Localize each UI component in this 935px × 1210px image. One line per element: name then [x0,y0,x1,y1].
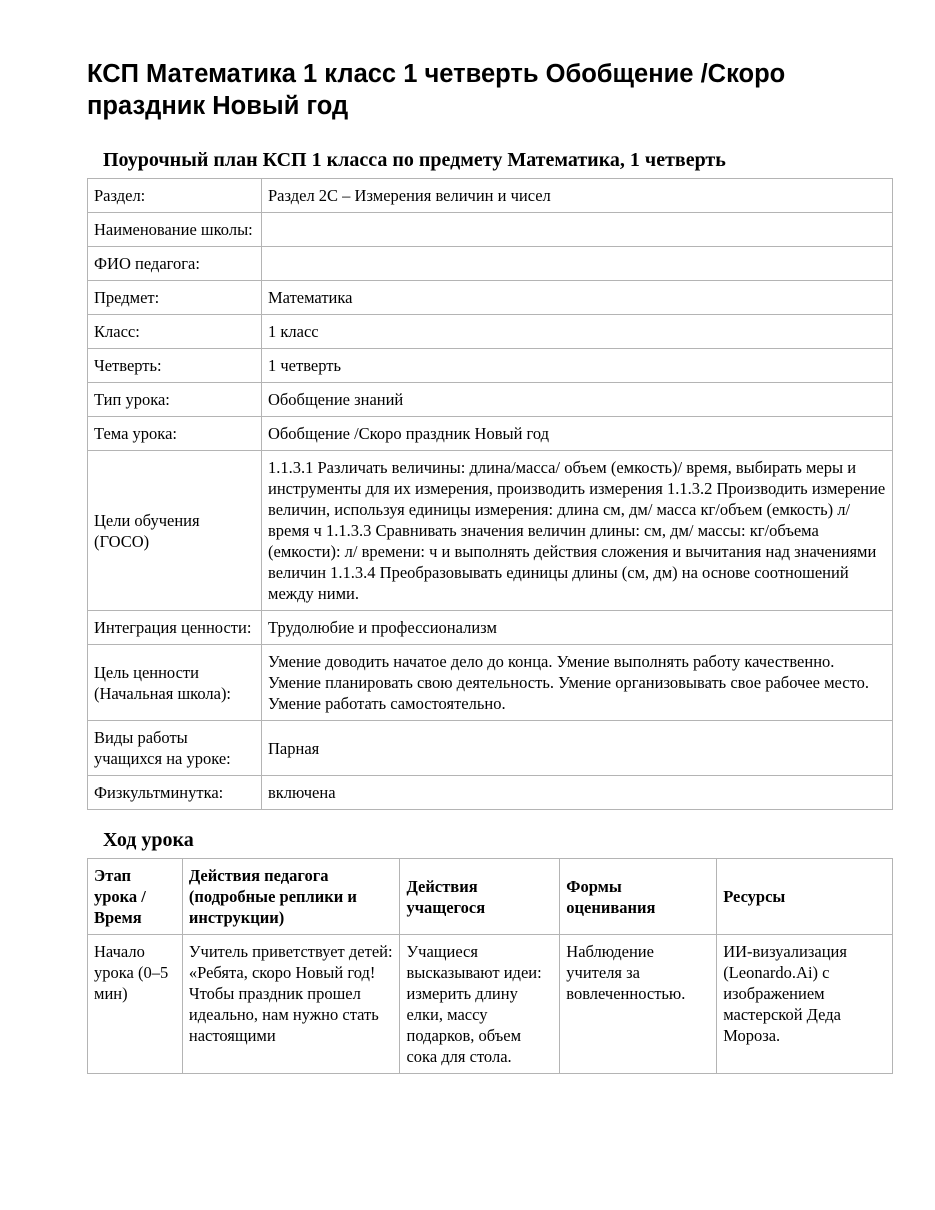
info-label: Класс: [88,315,262,349]
info-label: Четверть: [88,349,262,383]
col-header-student-actions: Действия учащегося [400,859,560,935]
info-value: Обобщение /Скоро праздник Новый год [262,417,893,451]
document-title: КСП Математика 1 класс 1 четверть Обобщение /Скоро праздник Новый год [87,60,786,120]
cell-assessment: Наблюдение учителя за вовлеченностью. [560,935,717,1074]
col-header-teacher-actions: Действия педагога (подробные реплики и инструкции) [182,859,400,935]
info-value: Трудолюбие и профессионализм [262,611,893,645]
info-label: Виды работы учащихся на уроке: [88,721,262,776]
info-value [262,213,893,247]
info-row [88,349,893,383]
info-label: Тип урока: [88,383,262,417]
info-row [88,281,893,315]
cell-student-actions: Учащиеся высказывают идеи: измерить длину елки, массу подарков, объем сока для стола. [400,935,560,1074]
info-label: Предмет: [88,281,262,315]
lesson-progress-heading: Ход урока [103,829,194,851]
info-row [88,417,893,451]
lesson-plan-table [87,858,893,1074]
info-value: Обобщение знаний [262,383,893,417]
cell-teacher-actions: Учитель приветствует детей: «Ребята, скоро Новый год! Чтобы праздник прошел идеально, нам нужно стать настоящими [182,935,400,1074]
info-label: Цель ценности (Начальная школа): [88,645,262,721]
col-header-stage: Этап урока / Время [88,859,183,935]
info-label: Раздел: [88,179,262,213]
info-row [88,179,893,213]
info-value: Умение доводить начатое дело до конца. Умение выполнять работу качественно. Умение планировать свою деятельность. Умение организовывать свое рабочее место. Умение работать самостоятельно. [262,645,893,721]
col-header-assessment: Формы оценивания [560,859,717,935]
info-row [88,451,893,611]
col-header-resources: Ресурсы [717,859,893,935]
info-value: 1 четверть [262,349,893,383]
info-value: Парная [262,721,893,776]
info-label: Цели обучения (ГОСО) [88,451,262,611]
info-row [88,776,893,810]
info-row [88,247,893,281]
info-label: Физкультминутка: [88,776,262,810]
plan-subtitle: Поурочный план КСП 1 класса по предмету Математика, 1 четверть [103,149,726,171]
table-row [88,935,893,1074]
cell-resources: ИИ-визуализация (Leonardo.Ai) с изображением мастерской Деда Мороза. [717,935,893,1074]
cell-stage: Начало урока (0–5 мин) [88,935,183,1074]
plan-header-row [88,859,893,935]
info-label: Интеграция ценности: [88,611,262,645]
info-row [88,315,893,349]
info-label: Наименование школы: [88,213,262,247]
info-value: 1.1.3.1 Различать величины: длина/масса/ объем (емкость)/ время, выбирать меры и инструменты для их измерения, производить измерения 1.1.3.2 Производить измерение величин, используя единицы измерения: длина см, дм/ масса кг/объем (емкость) л/ время ч 1.1.3.3 Сравнивать значения величин длины: см, дм/ массы: кг/объема (емкости): л/ времени: ч и выполнять действия сложения и вычитания над значениями величин 1.1.3.4 Преобразовывать единицы длины (см, дм) на основе соотношений между ними. [262,451,893,611]
info-row [88,213,893,247]
info-label: ФИО педагога: [88,247,262,281]
info-value: 1 класс [262,315,893,349]
info-value: включена [262,776,893,810]
info-row [88,645,893,721]
info-row [88,611,893,645]
info-label: Тема урока: [88,417,262,451]
lesson-info-table [87,178,893,810]
info-row [88,721,893,776]
info-value: Математика [262,281,893,315]
document-page [87,58,893,1074]
info-row [88,383,893,417]
info-value [262,247,893,281]
spacer [87,810,893,828]
info-value: Раздел 2С – Измерения величин и чисел [262,179,893,213]
